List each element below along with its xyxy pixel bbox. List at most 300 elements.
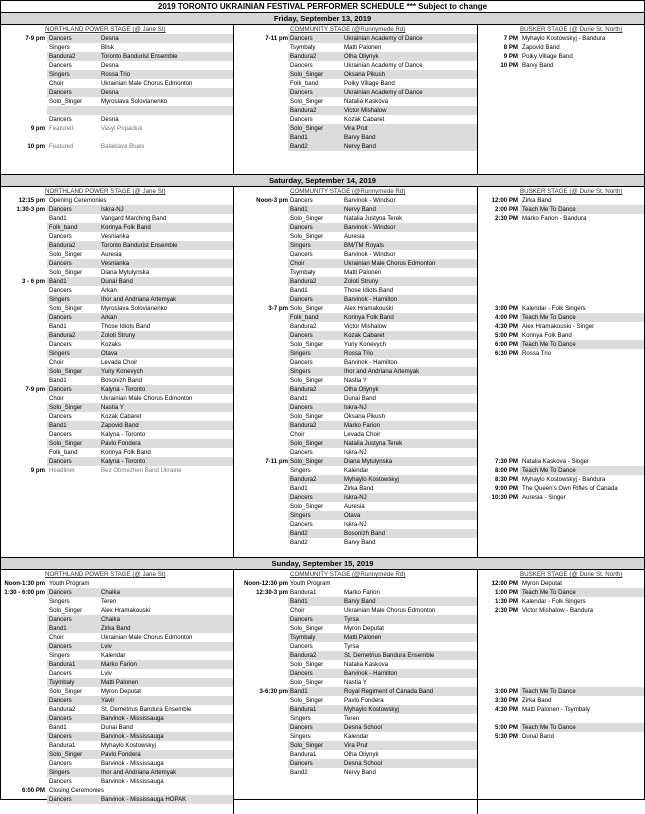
performer-name: Polky Village Band xyxy=(344,80,395,87)
performer-name: Olha Oliynyk xyxy=(344,53,379,60)
day-columns xyxy=(1,25,644,174)
performer-category: Choir xyxy=(290,607,305,614)
schedule-row xyxy=(478,651,644,660)
schedule-row xyxy=(265,457,477,466)
schedule-row xyxy=(1,124,233,133)
performer-category: Solo_Singer xyxy=(290,377,324,384)
schedule-row xyxy=(478,394,644,403)
schedule-row xyxy=(288,597,477,606)
performer-name: Diana Mytulynska xyxy=(344,458,393,465)
performer-name: Tyrsa xyxy=(344,643,359,650)
schedule-row xyxy=(234,732,477,741)
schedule-row xyxy=(234,579,477,588)
performer-name: Those Idiots Band xyxy=(344,287,394,294)
performer-category: Solo_Singer xyxy=(290,679,324,686)
performer-category: Singers xyxy=(290,368,311,375)
stage-column xyxy=(234,570,478,814)
schedule-row xyxy=(47,615,233,624)
time-slot: 1:30-3 pm xyxy=(16,206,45,213)
stage-heading: COMMUNITY STAGE (@Runnymede Rd) xyxy=(290,188,406,195)
schedule-row xyxy=(494,588,644,597)
performer-category: Band2 xyxy=(290,143,308,150)
schedule-row xyxy=(288,669,477,678)
performer-category: Singers xyxy=(49,350,70,357)
performer-category: Solo_Singer xyxy=(290,71,324,78)
performer-category: Solo_Singer xyxy=(49,98,83,105)
performer-name: Lviv xyxy=(101,670,112,677)
schedule-row xyxy=(234,250,477,259)
schedule-row xyxy=(478,579,644,588)
performer-name: Teach Me To Dance xyxy=(522,724,576,731)
performer-name: Zapovid Band xyxy=(522,44,560,51)
performer-name: Natalia Justyna Terek xyxy=(344,215,403,222)
schedule-row xyxy=(478,61,644,70)
performer-category: Solo_Singer xyxy=(49,440,83,447)
performer-category: Dancers xyxy=(49,643,72,650)
performer-name: Yuriy Konevych xyxy=(101,368,144,375)
schedule-row xyxy=(288,205,477,214)
schedule-row xyxy=(25,385,233,394)
schedule-row xyxy=(1,705,233,714)
performer-category: Singers xyxy=(290,467,311,474)
schedule-row xyxy=(478,52,644,61)
performer-name: Bosonizh Band xyxy=(101,377,142,384)
performer-category: Bandura2 xyxy=(290,53,317,60)
schedule-row xyxy=(478,349,644,358)
performer-name: Zoloti Struny xyxy=(344,278,379,285)
schedule-row xyxy=(234,79,477,88)
performer-name: Olha Oliynyk xyxy=(344,751,379,758)
performer-name: Chaika xyxy=(101,616,120,623)
performer-name: Nervy Band xyxy=(344,143,376,150)
schedule-row xyxy=(1,358,233,367)
schedule-row xyxy=(47,295,233,304)
schedule-row xyxy=(1,633,233,642)
schedule-row xyxy=(288,241,477,250)
schedule-row xyxy=(478,421,644,430)
time-slot: 2:00 PM xyxy=(494,206,518,213)
schedule-row xyxy=(288,331,477,340)
performer-category: Solo_Singer xyxy=(290,125,324,132)
performer-name: Bosonizh Band xyxy=(344,530,385,537)
schedule-row xyxy=(494,466,644,475)
performer-category: Dancers xyxy=(49,233,72,240)
schedule-row xyxy=(478,259,644,268)
performer-name: Yuriy Konevych xyxy=(344,341,387,348)
schedule-row xyxy=(288,106,477,115)
schedule-row xyxy=(478,448,644,457)
performer-name: Teren xyxy=(101,598,117,605)
performer-name: Alex Hramakouski xyxy=(101,607,151,614)
performer-category: Dancers xyxy=(290,251,313,258)
performer-name: Alex Hramakouski - Singer xyxy=(522,323,595,330)
performer-category: Bandura2 xyxy=(49,332,76,339)
performer-category: Bandura2 xyxy=(49,706,76,713)
performer-category: Singers xyxy=(49,652,70,659)
performer-name: Polky Village Band xyxy=(522,53,573,60)
performer-category: Singers xyxy=(49,769,70,776)
schedule-row xyxy=(259,687,477,696)
day-header: Sunday, September 15, 2019 xyxy=(1,557,644,570)
time-slot: 4:30 PM xyxy=(494,706,518,713)
performer-category: Solo_Singer xyxy=(49,607,83,614)
schedule-row xyxy=(21,277,233,286)
time-slot: 9 PM xyxy=(503,53,518,60)
performer-name: Bez Obmezhen Band Ukraine xyxy=(101,467,182,474)
schedule-row xyxy=(234,214,477,223)
performer-category: Solo_Singer xyxy=(290,215,324,222)
schedule-row xyxy=(478,696,644,705)
performer-name: Victor Mishalow xyxy=(344,107,387,114)
schedule-row xyxy=(234,448,477,457)
performer-name: Arkan xyxy=(101,287,117,294)
schedule-row xyxy=(1,142,233,151)
performer-name: Korinya Folk Band xyxy=(344,314,394,321)
time-slot: 4:00 PM xyxy=(494,314,518,321)
performer-name: Olha Oliynyk xyxy=(344,386,379,393)
schedule-row xyxy=(1,61,233,70)
schedule-row xyxy=(494,340,644,349)
performer-category: Band1 xyxy=(290,598,308,605)
performer-name: Chaika xyxy=(101,589,120,596)
performer-name: Royal Regiment of Canada Band xyxy=(344,688,434,695)
performer-name: Zirka Band xyxy=(522,697,552,704)
time-slot: 12:30-3 pm xyxy=(256,589,288,596)
performer-category: Band1 xyxy=(290,688,308,695)
page-title: 2019 TORONTO UKRAINIAN FESTIVAL PERFORMER SCHEDULE *** Subject to change xyxy=(1,1,644,13)
schedule-row xyxy=(47,70,233,79)
schedule-row xyxy=(288,651,477,660)
performer-name: Vira Prut xyxy=(344,742,368,749)
time-slot: 3 - 6 pm xyxy=(21,278,45,285)
performer-name: Blisk xyxy=(101,44,114,51)
schedule-row xyxy=(234,466,477,475)
schedule-row xyxy=(1,579,233,588)
schedule-row xyxy=(478,606,644,615)
time-slot: 2:30 PM xyxy=(494,607,518,614)
performer-name: Kalyna - Toronto xyxy=(101,386,146,393)
performer-name: Oksana Pikush xyxy=(344,71,385,78)
schedule-row xyxy=(288,439,477,448)
schedule-row xyxy=(47,367,233,376)
stage-column xyxy=(234,25,478,174)
performer-name: Auresia xyxy=(101,251,122,258)
schedule-row xyxy=(288,723,477,732)
performer-category: Youth Program xyxy=(49,580,90,587)
performer-name: Teren xyxy=(344,715,360,722)
time-slot: 6:30 PM xyxy=(494,350,518,357)
time-slot: 9 pm xyxy=(30,125,45,132)
performer-category: Singers xyxy=(290,242,311,249)
schedule-row xyxy=(478,439,644,448)
schedule-row xyxy=(234,642,477,651)
time-slot: 7-11 pm xyxy=(265,35,288,42)
schedule-row xyxy=(288,52,477,61)
stage-column xyxy=(1,187,234,557)
performer-name: Those Idiots Band xyxy=(101,323,151,330)
performer-category: Dancers xyxy=(290,224,313,231)
performer-category: Singers xyxy=(49,296,70,303)
performer-name: Otava xyxy=(101,350,118,357)
performer-category: Band1 xyxy=(49,215,67,222)
performer-name: Barvy Band xyxy=(344,598,376,605)
performer-category: Solo_Singer xyxy=(290,305,324,312)
stage-heading: COMMUNITY STAGE (@Runnymede Rd) xyxy=(290,26,406,33)
performer-category: Featured xyxy=(49,143,74,150)
performer-category: Solo_Singer xyxy=(49,269,83,276)
schedule-row xyxy=(478,268,644,277)
day-columns xyxy=(1,187,644,557)
performer-category: Solo_Singer xyxy=(290,440,324,447)
performer-category: Singers xyxy=(290,733,311,740)
performer-category: Dancers xyxy=(49,386,72,393)
stage-column xyxy=(478,570,644,814)
time-slot: 12:00 PM xyxy=(491,580,518,587)
performer-category: Band2 xyxy=(290,539,308,546)
performer-name: Zoloti Struny xyxy=(101,332,136,339)
performer-name: Iskra-NJ xyxy=(344,521,367,528)
performer-category: Dancers xyxy=(49,616,72,623)
schedule-row xyxy=(234,520,477,529)
schedule-row xyxy=(288,259,477,268)
time-slot: 7-9 pm xyxy=(25,35,45,42)
performer-name: Zirka Band xyxy=(522,197,552,204)
performer-category: Dancers xyxy=(49,796,72,803)
stage-column xyxy=(234,187,478,557)
performer-name: Auresia - Singer xyxy=(522,494,566,501)
schedule-row xyxy=(1,268,233,277)
schedule-row xyxy=(478,376,644,385)
performer-category: Dancers xyxy=(49,458,72,465)
schedule-row xyxy=(1,250,233,259)
schedule-row xyxy=(47,403,233,412)
schedule-row xyxy=(1,606,233,615)
performer-name: Balaklava Blues xyxy=(101,143,145,150)
performer-category: Solo_Singer xyxy=(49,251,83,258)
schedule-row xyxy=(478,403,644,412)
schedule-row xyxy=(234,196,477,205)
time-slot: 4:30 PM xyxy=(494,323,518,330)
time-slot: 9 pm xyxy=(30,467,45,474)
performer-category: Dancers xyxy=(290,296,313,303)
schedule-row xyxy=(234,340,477,349)
schedule-row xyxy=(478,43,644,52)
schedule-row xyxy=(478,484,644,493)
schedule-row xyxy=(288,88,477,97)
performer-name: Natalia Kaskova xyxy=(344,661,389,668)
time-slot: 12:00 PM xyxy=(491,197,518,204)
schedule-row xyxy=(4,588,233,597)
performer-category: Singers xyxy=(49,598,70,605)
performer-name: Desna xyxy=(101,89,119,96)
performer-name: Myron Deputat xyxy=(522,580,562,587)
performer-name: Toronto Bandurist Ensemble xyxy=(101,53,178,60)
performer-name: Nastia Y xyxy=(344,679,367,686)
schedule-row xyxy=(47,660,233,669)
schedule-row xyxy=(47,768,233,777)
schedule-row xyxy=(47,241,233,250)
performer-category: Bandura2 xyxy=(290,476,317,483)
performer-name: Myhaylo Kostowskyj xyxy=(344,706,399,713)
performer-category: Choir xyxy=(49,395,64,402)
performer-category: Solo_Singer xyxy=(290,625,324,632)
schedule-row xyxy=(47,624,233,633)
performer-name: Matti Palonen - Tsymbaly xyxy=(522,706,590,713)
schedule-row xyxy=(1,669,233,678)
schedule-row xyxy=(288,403,477,412)
performer-category: Band1 xyxy=(49,724,67,731)
performer-category: Band1 xyxy=(49,625,67,632)
performer-name: Natalia Justyna Terek xyxy=(344,440,403,447)
time-slot: 5:00 PM xyxy=(494,332,518,339)
performer-name: Teach Me To Dance xyxy=(522,589,576,596)
schedule-row xyxy=(478,457,644,466)
performer-category: Dancers xyxy=(49,89,72,96)
schedule-row xyxy=(234,538,477,547)
schedule-row xyxy=(1,759,233,768)
time-slot: Noon-1:30 pm xyxy=(4,580,45,587)
performer-name: Teach Me To Dance xyxy=(522,314,576,321)
schedule-row xyxy=(234,97,477,106)
schedule-row xyxy=(478,286,644,295)
performer-name: Kalyna - Toronto xyxy=(101,431,146,438)
performer-name: Vesnianka xyxy=(101,233,130,240)
performer-category: Dancers xyxy=(49,733,72,740)
schedule-row xyxy=(288,475,477,484)
performer-category: Singers xyxy=(49,71,70,78)
performer-name: Marko Farion xyxy=(344,422,380,429)
schedule-row xyxy=(1,430,233,439)
schedule-row xyxy=(478,493,644,502)
schedule-row xyxy=(1,322,233,331)
performer-name: Oksana Pikush xyxy=(344,413,385,420)
schedule-row xyxy=(288,385,477,394)
schedule-row xyxy=(1,376,233,385)
schedule-row xyxy=(234,484,477,493)
schedule-row xyxy=(478,214,644,223)
performer-category: Solo_Singer xyxy=(290,697,324,704)
performer-category: Choir xyxy=(290,431,305,438)
performer-category: Singers xyxy=(49,44,70,51)
performer-category: Dancers xyxy=(290,494,313,501)
performer-category: Dancers xyxy=(49,35,72,42)
time-slot: 5:30 PM xyxy=(494,733,518,740)
schedule-row xyxy=(47,678,233,687)
performer-category: Singers xyxy=(290,512,311,519)
schedule-row xyxy=(478,678,644,687)
performer-category: Solo_Singer xyxy=(290,98,324,105)
performer-name: Ihor and Andriana Artemyak xyxy=(101,296,177,303)
performer-name: Kozak Cabaret xyxy=(344,332,385,339)
performer-category: Dancers xyxy=(290,616,313,623)
schedule-row xyxy=(47,259,233,268)
schedule-row xyxy=(1,687,233,696)
schedule-row xyxy=(288,759,477,768)
performer-category: Dancers xyxy=(49,778,72,785)
performer-name: The Queen's Own Rifles of Canada xyxy=(522,485,618,492)
performer-name: Iskra-NJ xyxy=(344,494,367,501)
schedule-row xyxy=(288,277,477,286)
performer-name: St. Demetrius Bandura Ensemble xyxy=(101,706,192,713)
performer-category: Dancers xyxy=(49,670,72,677)
schedule-row xyxy=(234,606,477,615)
performer-category: Dancers xyxy=(290,62,313,69)
schedule-row xyxy=(234,115,477,124)
performer-name: Victor Mishalow - Bandura xyxy=(522,607,594,614)
performer-name: Barvinok - Mississauga xyxy=(101,760,164,767)
schedule-row xyxy=(288,349,477,358)
performer-category: Bandura1 xyxy=(290,706,317,713)
schedule-row xyxy=(1,97,233,106)
performer-category: Folk_band xyxy=(290,80,319,87)
performer-category: Bandura2 xyxy=(290,278,317,285)
performer-name: Pavlo Fondera xyxy=(344,697,384,704)
schedule-row xyxy=(494,313,644,322)
performer-category: Dancers xyxy=(290,359,313,366)
schedule-row xyxy=(288,367,477,376)
schedule-row xyxy=(234,286,477,295)
performer-name: Ukrainian Male Chorus Edmonton xyxy=(101,395,193,402)
performer-name: Kalendar - Folk Singers xyxy=(522,305,586,312)
time-slot: 6:00 PM xyxy=(21,787,45,794)
performer-category: Bandura1 xyxy=(49,742,76,749)
performer-name: Barvinok - Windsor xyxy=(344,224,396,231)
schedule-row xyxy=(234,660,477,669)
performer-name: Myroslava Solovianenko xyxy=(101,305,168,312)
performer-name: Pavlo Fondera xyxy=(101,751,141,758)
schedule-row xyxy=(478,331,644,340)
performer-category: Dancers xyxy=(49,206,72,213)
performer-category: Dancers xyxy=(290,89,313,96)
performer-category: Solo_Singer xyxy=(49,404,83,411)
time-slot: 1:00 PM xyxy=(494,589,518,596)
performer-name: BM/TM Royals xyxy=(344,242,384,249)
performer-category: Dancers xyxy=(290,724,313,731)
performer-name: Dunai Band xyxy=(101,278,133,285)
performer-category: Solo_Singer xyxy=(290,661,324,668)
performer-category: Bandura2 xyxy=(290,323,317,330)
performer-category: Solo_Singer xyxy=(290,458,324,465)
schedule-row xyxy=(234,696,477,705)
performer-category: Bandura2 xyxy=(290,652,317,659)
performer-name: Ukrainian Male Chorus Edmonton xyxy=(101,634,193,641)
performer-name: Desna School xyxy=(344,724,382,731)
time-slot: 7:30 PM xyxy=(494,458,518,465)
performer-category: Band2 xyxy=(290,769,308,776)
days-container xyxy=(1,13,644,814)
performer-name: Dunai Band xyxy=(344,395,376,402)
performer-name: Vasyl Popadiuk xyxy=(101,125,143,132)
performer-name: Desna xyxy=(101,35,119,42)
performer-category: Dancers xyxy=(49,287,72,294)
performer-category: Dancers xyxy=(49,431,72,438)
schedule-row xyxy=(47,52,233,61)
performer-category: Dancers xyxy=(49,760,72,767)
performer-name: Barvinok - Mississauga HOPAK xyxy=(101,796,187,803)
schedule-row xyxy=(1,412,233,421)
performer-category: Dancers xyxy=(49,314,72,321)
performer-name: Marko Farion - Bandura xyxy=(522,215,587,222)
performer-name: Marko Farion xyxy=(101,661,137,668)
schedule-row xyxy=(288,133,477,142)
performer-name: Myhaylo Kostowskyj - Bandura xyxy=(522,476,606,483)
performer-category: Dancers xyxy=(49,589,72,596)
performer-name: Teach Me To Dance xyxy=(522,341,576,348)
schedule-row xyxy=(47,439,233,448)
schedule-row xyxy=(234,624,477,633)
performer-category: Solo_Singer xyxy=(49,688,83,695)
schedule-row xyxy=(1,43,233,52)
